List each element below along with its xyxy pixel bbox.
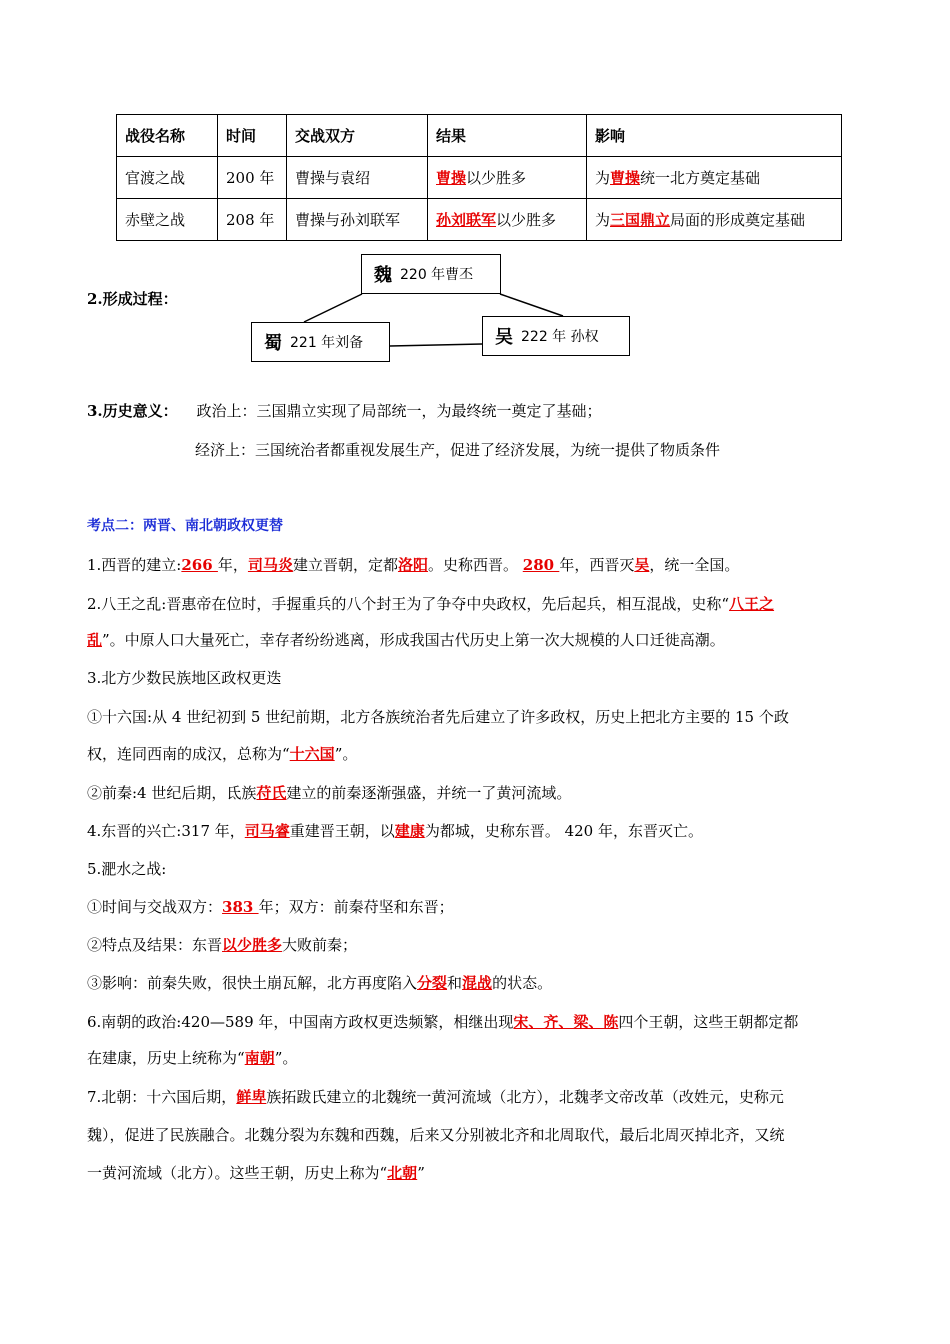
impact-highlight: 三国鼎立 <box>610 211 671 229</box>
highlight: 383 <box>222 898 259 916</box>
formation-connectors <box>0 0 950 380</box>
paragraph-5 <box>87 779 877 808</box>
result-text: 以少胜多 <box>496 211 557 229</box>
significance-economic: 经济上：三国统治者都重视发展生产，促进了经济发展，为统一提供了物质条件 <box>195 441 721 459</box>
wei-name: 魏 <box>374 265 392 286</box>
paragraph-8 <box>87 893 877 922</box>
paragraph-10 <box>87 969 877 998</box>
significance-line-1 <box>87 397 877 426</box>
impact-post: 局面的形成奠定基础 <box>670 211 806 229</box>
text: 1.西晋的建立: <box>87 556 182 574</box>
text: ”。 <box>334 745 358 763</box>
highlight: 266 <box>181 556 218 574</box>
paragraph-2a <box>87 590 877 619</box>
result-text: 以少胜多 <box>466 169 527 187</box>
highlight: 宋、齐、梁、陈 <box>513 1013 619 1031</box>
paragraph-11a <box>87 1008 877 1037</box>
text: 四个王朝，这些王朝都定都 <box>618 1013 799 1031</box>
paragraph-4a: ①十六国:从 4 世纪初到 5 世纪前期，北方各族统治者先后建立了许多政权，历史上把北方主要的 15 个政 <box>87 708 789 726</box>
highlight: 280 <box>522 556 560 574</box>
highlight: 建康 <box>394 822 425 840</box>
text: 为都城，史称东晋。 420 年，东晋灭亡。 <box>424 822 703 840</box>
wu-box <box>482 316 630 356</box>
text: 4.东晋的兴亡:317 年， <box>87 822 245 840</box>
header-result: 结果 <box>428 115 587 157</box>
highlight: 司马睿 <box>244 822 290 840</box>
text: 族拓跋氏建立的北魏统一黄河流域（北方），北魏孝文帝改革（改姓元，史称元 <box>266 1088 784 1106</box>
text: 年， <box>217 556 248 574</box>
significance-label: 3.历史意义： <box>87 402 178 420</box>
highlight: 吴 <box>634 556 650 574</box>
text: 建立的前秦逐渐强盛，并统一了黄河流域。 <box>286 784 572 802</box>
significance-political: 政治上：三国鼎立实现了局部统一，为最终统一奠定了基础； <box>196 402 602 420</box>
impact-pre: 为 <box>595 211 611 229</box>
text: 6.南朝的政治:420—589 年，中国南方政权更迭频繁，相继出现 <box>87 1013 514 1031</box>
paragraph-11b <box>87 1044 877 1073</box>
text: 和 <box>447 974 463 992</box>
text: ” <box>417 1164 425 1182</box>
paragraph-1 <box>87 551 877 580</box>
highlight: 南朝 <box>244 1049 275 1067</box>
paragraph-2b <box>87 626 877 655</box>
text: 的状态。 <box>492 974 553 992</box>
highlight: 苻氏 <box>256 784 287 802</box>
text: 2.八王之乱:晋惠帝在位时，手握重兵的八个封王为了争夺中央政权，先后起兵，相互混战，史称“ <box>87 595 730 613</box>
connector-wei-wu <box>500 294 563 316</box>
impact-highlight: 曹操 <box>610 169 641 187</box>
text: ②前秦:4 世纪后期，氐族 <box>87 784 257 802</box>
result-highlight: 孙刘联军 <box>436 211 497 229</box>
header-time: 时间 <box>218 115 287 157</box>
highlight: 鲜卑 <box>236 1088 267 1106</box>
cell-time: 200 年 <box>218 157 287 199</box>
text: 重建晋王朝，以 <box>289 822 395 840</box>
section2-heading: 考点二：两晋、南北朝政权更替 <box>87 518 283 534</box>
impact-pre: 为 <box>595 169 611 187</box>
cell-name: 官渡之战 <box>117 157 218 199</box>
cell-time: 208 年 <box>218 199 287 241</box>
paragraph-12b: 魏），促进了民族融合。北魏分裂为东魏和西魏，后来又分别被北齐和北周取代，最后北周灭掉北齐，又统 <box>87 1126 785 1144</box>
text: 一黄河流域（北方）。这些王朝，历史上称为“ <box>87 1164 388 1182</box>
text: 权，连同西南的成汉，总称为“ <box>87 745 290 763</box>
text: 。史称西晋。 <box>427 556 523 574</box>
connector-wei-shu <box>304 294 362 322</box>
wu-name: 吴 <box>495 327 513 348</box>
wei-box <box>361 254 501 294</box>
text: ”。 <box>274 1049 298 1067</box>
text: 年；双方：前秦苻坚和东晋； <box>258 898 454 916</box>
paragraph-12a <box>87 1083 877 1112</box>
cell-sides: 曹操与袁绍 <box>287 157 428 199</box>
highlight: 司马炎 <box>247 556 293 574</box>
text: ①时间与交战双方： <box>87 898 223 916</box>
highlight: 混战 <box>462 974 493 992</box>
text: 7.北朝：十六国后期， <box>87 1088 237 1106</box>
cell-name: 赤壁之战 <box>117 199 218 241</box>
highlight: 以少胜多 <box>222 936 283 954</box>
header-name: 战役名称 <box>117 115 218 157</box>
highlight: 洛阳 <box>397 556 428 574</box>
paragraph-3: 3.北方少数民族地区政权更迭 <box>87 669 282 687</box>
text: ③影响：前秦失败，很快土崩瓦解，北方再度陷入 <box>87 974 418 992</box>
paragraph-12c <box>87 1159 877 1188</box>
highlight: 十六国 <box>289 745 335 763</box>
wei-text: 220 年曹丕 <box>400 267 474 283</box>
shu-box <box>251 322 390 362</box>
text: ②特点及结果：东晋 <box>87 936 223 954</box>
text: 大败前秦； <box>282 936 358 954</box>
cell-sides: 曹操与孙刘联军 <box>287 199 428 241</box>
text: 在建康，历史上统称为“ <box>87 1049 245 1067</box>
header-sides: 交战双方 <box>287 115 428 157</box>
text: 年，西晋灭 <box>559 556 635 574</box>
formation-label: 2.形成过程： <box>87 290 178 308</box>
highlight: 北朝 <box>387 1164 418 1182</box>
highlight: 分裂 <box>417 974 448 992</box>
highlight: 乱 <box>87 631 103 649</box>
paragraph-4b <box>87 740 877 769</box>
paragraph-7: 5.淝水之战: <box>87 860 167 878</box>
shu-name: 蜀 <box>264 333 282 354</box>
text: ，统一全国。 <box>649 556 740 574</box>
header-impact: 影响 <box>587 115 842 157</box>
connector-shu-wu <box>390 344 482 346</box>
result-highlight: 曹操 <box>436 169 467 187</box>
wu-text: 222 年 孙权 <box>521 329 599 345</box>
impact-post: 统一北方奠定基础 <box>640 169 761 187</box>
shu-text: 221 年刘备 <box>290 335 364 351</box>
text: 建立晋朝，定都 <box>292 556 398 574</box>
highlight: 八王之 <box>729 595 775 613</box>
paragraph-9 <box>87 931 877 960</box>
paragraph-6 <box>87 817 877 846</box>
text: ”。中原人口大量死亡，幸存者纷纷逃离，形成我国古代历史上第一次大规模的人口迁徙高潮。 <box>102 631 725 649</box>
